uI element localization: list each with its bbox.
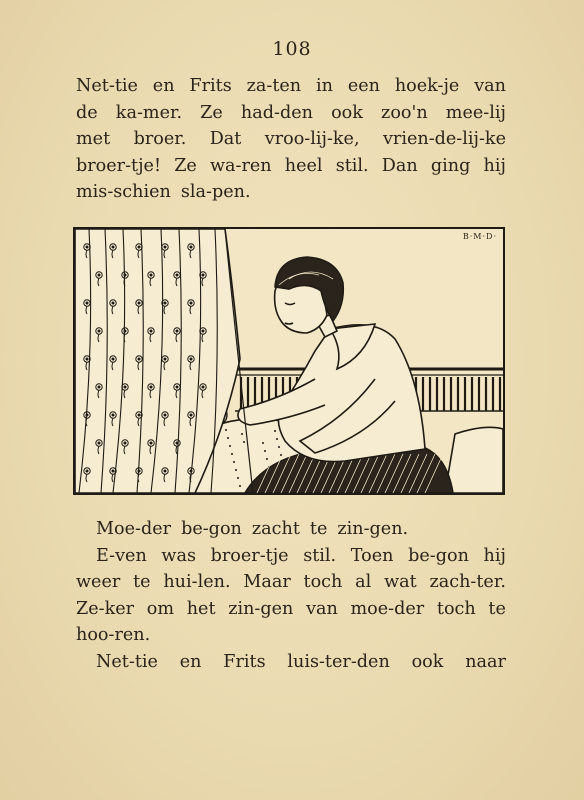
paragraph-bottom [76,516,506,675]
word: van [306,598,338,619]
word: ook [331,102,363,123]
word: mis-schien [76,182,171,202]
word: en [179,651,202,672]
word: sla-pen. [180,182,251,202]
text-line [76,649,506,676]
word: had-den [240,102,313,123]
artist-monogram: B·M·D· [462,232,497,241]
word: Net-tie [76,76,138,96]
word: in [316,76,333,96]
word: en [152,76,175,96]
word: om [146,598,175,619]
word: te [488,598,506,619]
word: luis-ter-den [287,651,390,672]
word: was [161,545,196,566]
word: van [474,76,506,96]
word: zin-gen [228,598,294,619]
word: stil. [303,545,337,566]
word: broer-tje [210,545,289,566]
word: E-ven [96,545,147,566]
word: hij [483,545,506,566]
word: wa-ren [209,155,272,176]
word: vrien-de-lij-ke [382,129,506,149]
word: ka-mer. [115,102,183,123]
word: toch [436,598,476,619]
word: za-ten [246,76,302,96]
word: hoo-ren. [76,625,151,645]
word: al [355,572,372,592]
word: Frits [189,76,232,96]
word: ook [411,651,444,672]
word: ging [430,155,471,176]
word: het [186,598,216,619]
text-line [76,126,506,153]
word: vroo-lij-ke, [264,129,360,149]
word: Frits [223,651,266,672]
word: wat [384,572,417,592]
text-line [76,179,506,206]
word: Dat [209,129,242,149]
word: zoo'n [381,102,428,123]
word: heel [284,155,323,176]
word: een [347,76,380,96]
word: moe-der [350,598,425,619]
text-line [76,596,506,623]
word: met [76,129,111,149]
word: hui-len. [163,572,231,592]
text-line [76,543,506,570]
word: zacht [251,519,300,539]
word: naar [465,651,506,672]
paragraph-top [76,73,506,206]
page-number: 108 [272,38,312,60]
text-line [76,153,506,180]
text-line [76,622,506,649]
word: Ze-ker [76,598,135,619]
word: zach-ter. [429,572,506,592]
word: broer. [133,129,187,149]
word: Dan [381,155,418,176]
word: zin-gen. [337,519,409,539]
word: de [76,102,98,123]
word: Ze [200,102,223,123]
word: Moe-der [96,519,172,539]
word: be-gon [181,519,242,539]
word: Maar [243,572,291,592]
word: toch [303,572,343,592]
word: weer [76,572,121,592]
illustration-drawing [75,229,503,493]
word: Toen [350,545,394,566]
text-line [76,516,506,543]
word: be-gon [408,545,469,566]
word: Net-tie [96,651,158,672]
word: stil. [335,155,369,176]
word: hij [483,155,506,176]
word: mee-lij [445,102,506,123]
word: broer-tje! [76,155,162,176]
illustration-mother-and-baby [73,227,505,495]
text-line [76,73,506,100]
word: Ze [174,155,197,176]
word: te [309,519,328,539]
text-line [76,100,506,127]
word: te [133,572,151,592]
word: hoek-je [394,76,460,96]
text-line [76,569,506,596]
